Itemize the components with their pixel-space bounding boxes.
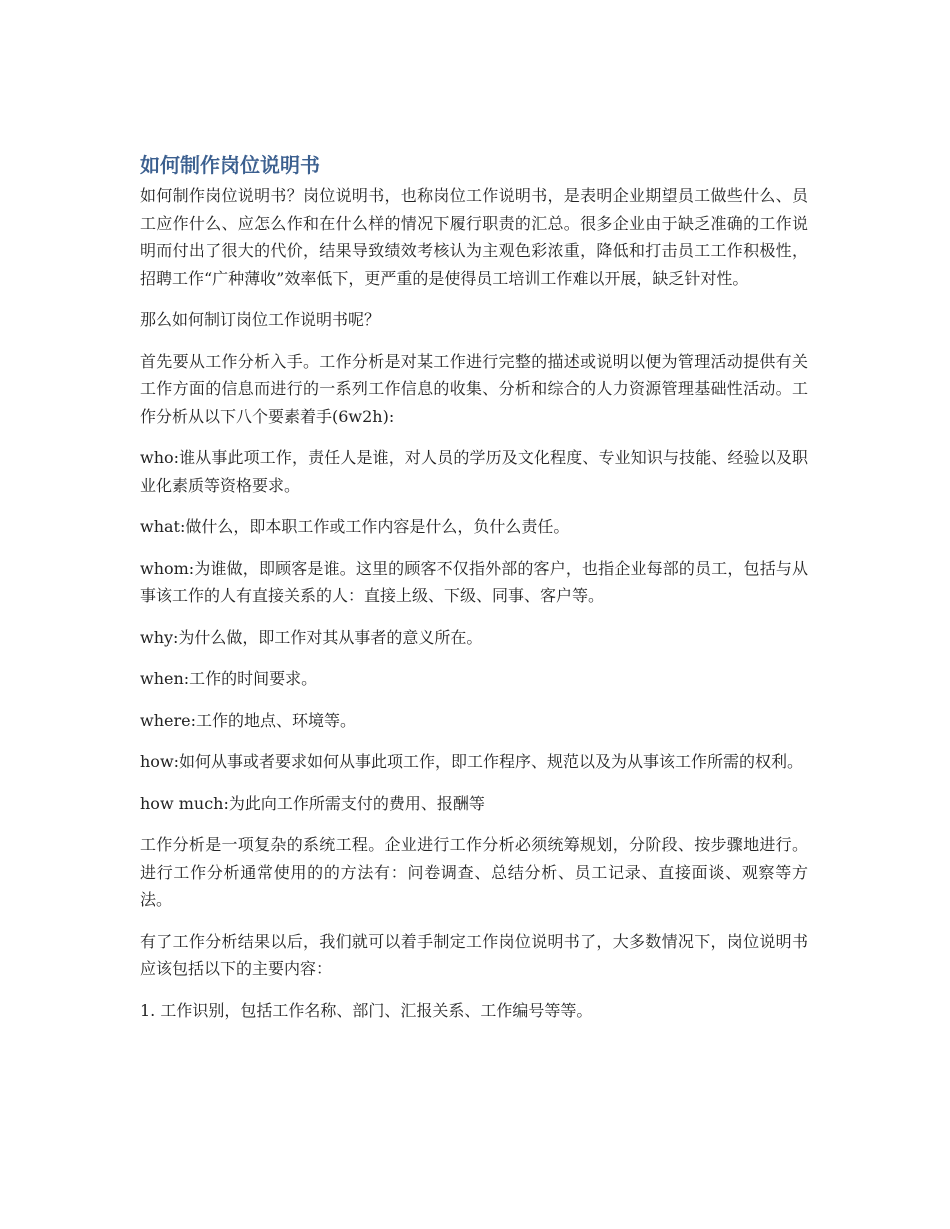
- systems-engineering-paragraph: 工作分析是一项复杂的系统工程。企业进行工作分析必须统筹规划，分阶段、按步骤地进行。进行工作分析通常使用的的方法有：问卷调查、总结分析、员工记录、直接面谈、观察等方法。: [140, 835, 808, 909]
- intro-paragraph: 如何制作岗位说明书？岗位说明书，也称岗位工作说明书，是表明企业期望员工做些什么、员工应作什么、应怎么作和在什么样的情况下履行职责的汇总。很多企业由于缺乏准确的工作说明而付出了很大的代价，结果导致绩效考核认为主观色彩浓重，降低和打击员工工作积极性，招聘工作“广种薄收”效率低下，更严重的是使得员工培训工作难以开展，缺乏针对性。: [140, 186, 808, 288]
- when-paragraph: when:工作的时间要求。: [140, 669, 318, 688]
- document-title: 如何制作岗位说明书: [140, 153, 320, 177]
- job-analysis-paragraph: 首先要从工作分析入手。工作分析是对某工作进行完整的描述或说明以便为管理活动提供有关工作方面的信息而进行的一系列工作信息的收集、分析和综合的人力资源管理基础性活动。工作分析从以下八个要素着手(6w2h):: [140, 351, 808, 426]
- where-paragraph: where:工作的地点、环境等。: [140, 710, 356, 730]
- how-paragraph: how:如何从事或者要求如何从事此项工作，即工作程序、规范以及为从事该工作所需的权利。: [140, 752, 804, 771]
- how-much-paragraph: how much:为此向工作所需支付的费用、报酬等: [140, 793, 485, 813]
- whom-paragraph: whom:为谁做，即顾客是谁。这里的顾客不仅指外部的客户，也指企业每部的员工，包括与从事该工作的人有直接关系的人：直接上级、下级、同事、客户等。: [140, 558, 808, 605]
- what-paragraph: what:做什么，即本职工作或工作内容是什么，负什么责任。: [140, 517, 570, 536]
- document-page: [140, 150, 808, 1038]
- question-paragraph: 那么如何制订岗位工作说明书呢？: [140, 310, 381, 329]
- who-paragraph: who:谁从事此项工作，责任人是谁，对人员的学历及文化程度、专业知识与技能、经验以及职业化素质等资格要求。: [140, 448, 808, 495]
- why-paragraph: why:为什么做，即工作对其从事者的意义所在。: [140, 627, 483, 647]
- list-item-job-identification: 1. 工作识别，包括工作名称、部门、汇报关系、工作编号等等。: [140, 1000, 593, 1020]
- contents-intro-paragraph: 有了工作分析结果以后，我们就可以着手制定工作岗位说明书了，大多数情况下，岗位说明书应该包括以下的主要内容：: [140, 931, 808, 978]
